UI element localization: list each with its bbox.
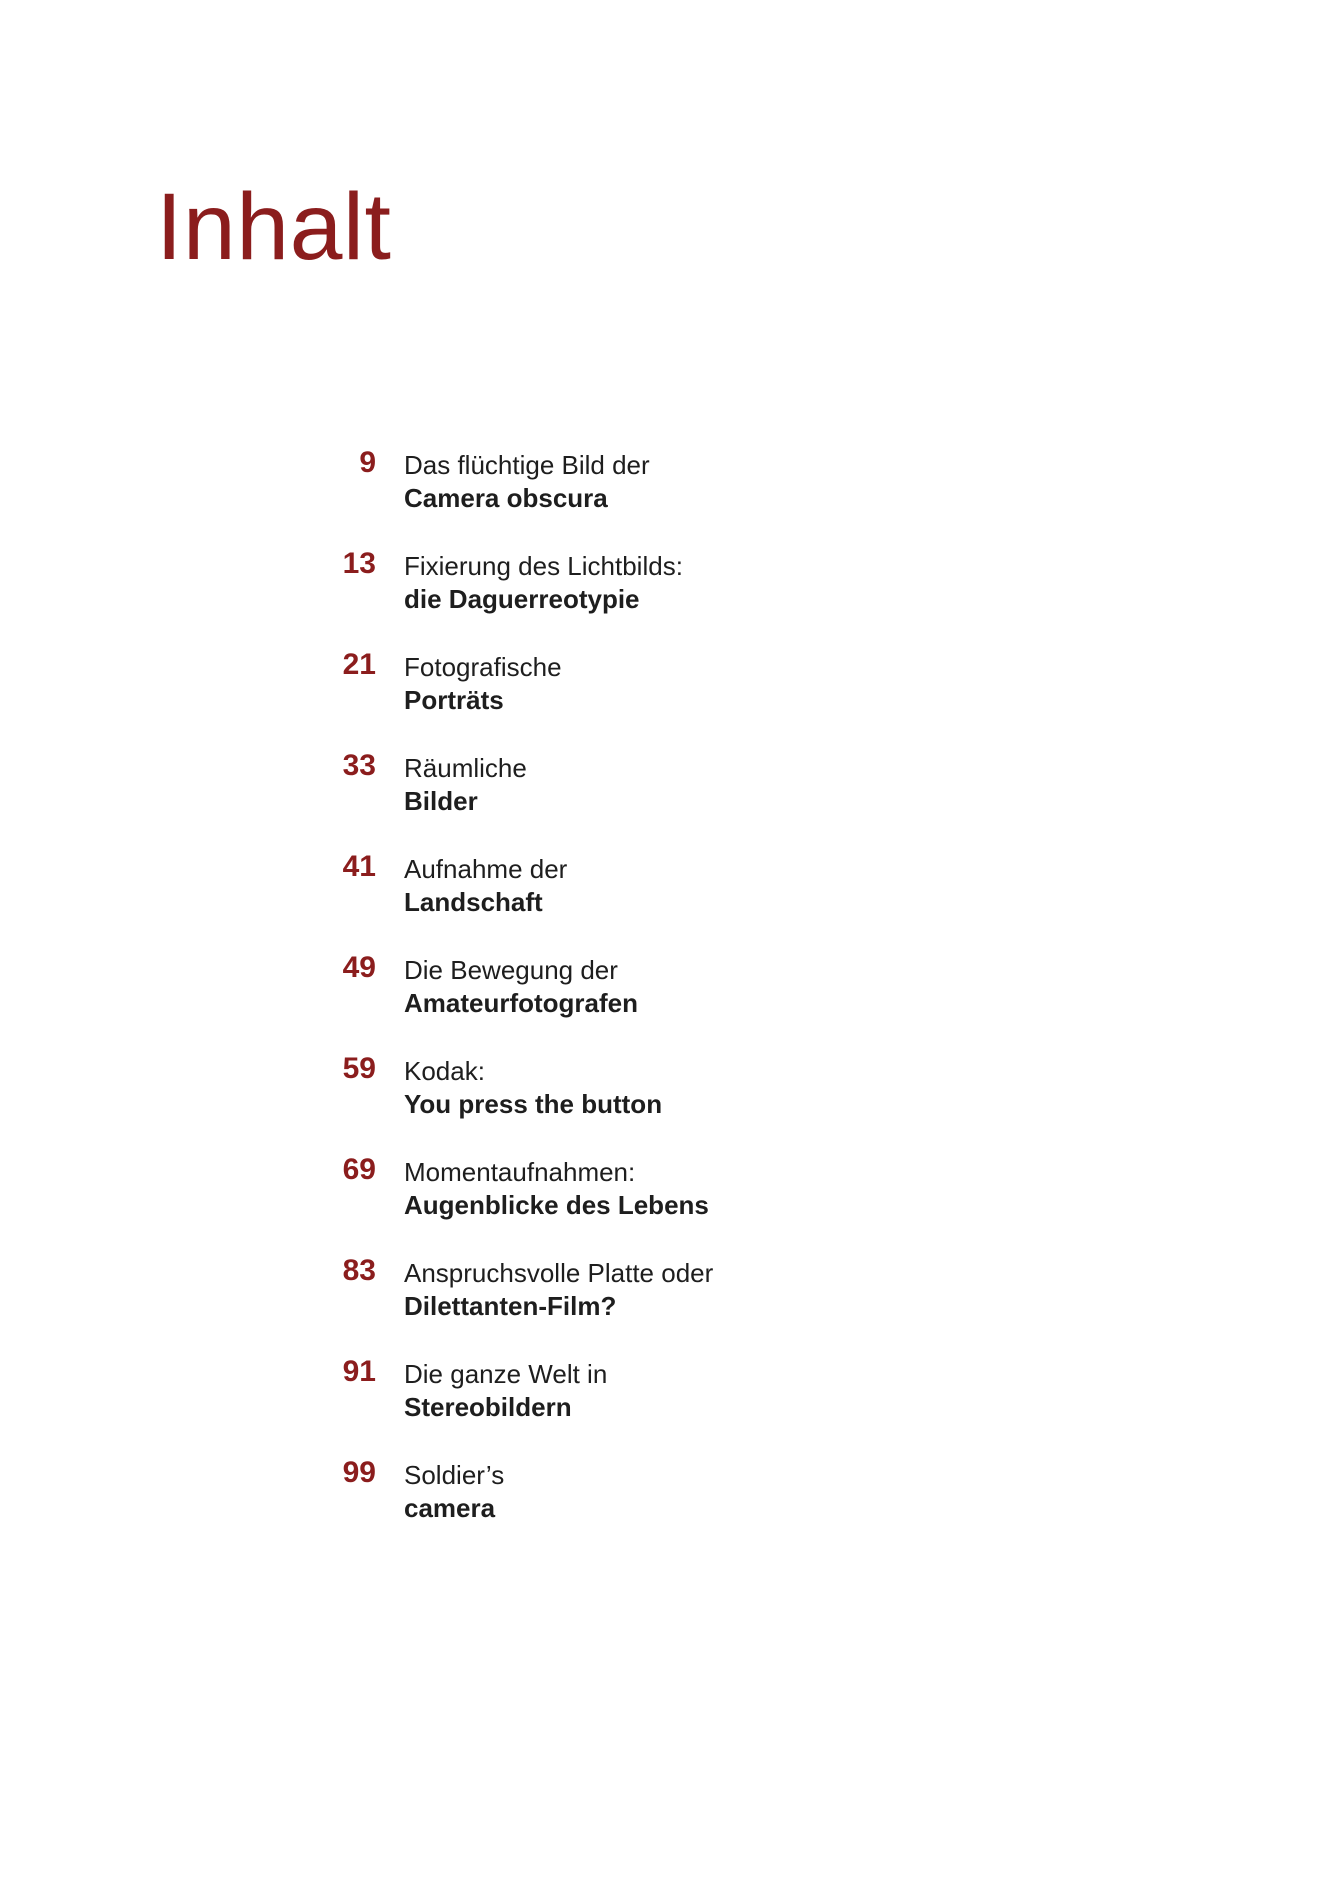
toc-entry-subtitle: Die Bewegung der bbox=[404, 955, 618, 985]
toc-entry-text bbox=[404, 550, 683, 616]
toc-entry-text bbox=[404, 954, 638, 1020]
toc-entry-text bbox=[404, 651, 562, 717]
toc-entry-subtitle: Momentaufnahmen: bbox=[404, 1157, 636, 1187]
page-title: Inhalt bbox=[156, 174, 392, 280]
toc-entry-title: Stereobildern bbox=[404, 1392, 572, 1422]
toc-entry[interactable] bbox=[300, 1356, 1000, 1457]
table-of-contents bbox=[300, 447, 1000, 1558]
toc-entry-subtitle: Das flüchtige Bild der bbox=[404, 450, 650, 480]
toc-page-number: 91 bbox=[342, 1355, 376, 1388]
toc-entry-title: Augenblicke des Lebens bbox=[404, 1190, 709, 1220]
toc-entry[interactable] bbox=[300, 649, 1000, 750]
toc-entry-title: Dilettanten-Film? bbox=[404, 1291, 617, 1321]
toc-page-number: 83 bbox=[342, 1254, 376, 1287]
toc-entry-subtitle: Fotografische bbox=[404, 652, 562, 682]
toc-entry-text bbox=[404, 1156, 709, 1222]
toc-entry-text bbox=[404, 1358, 607, 1424]
toc-entry-title: Landschaft bbox=[404, 887, 543, 917]
toc-entry-text bbox=[404, 1055, 662, 1121]
toc-entry-title: die Daguerreotypie bbox=[404, 584, 640, 614]
toc-entry-text bbox=[404, 1257, 713, 1323]
toc-page-number: 59 bbox=[342, 1052, 376, 1085]
toc-page-number: 21 bbox=[342, 648, 376, 681]
toc-entry-subtitle: Fixierung des Lichtbilds: bbox=[404, 551, 683, 581]
toc-entry-subtitle: Anspruchsvolle Platte oder bbox=[404, 1258, 714, 1288]
toc-entry[interactable] bbox=[300, 1255, 1000, 1356]
toc-entry-title: camera bbox=[404, 1493, 496, 1523]
toc-entry-title: Porträts bbox=[404, 685, 504, 715]
toc-page-number: 69 bbox=[342, 1153, 376, 1186]
toc-entry-subtitle: Kodak: bbox=[404, 1056, 485, 1086]
toc-entry-text bbox=[404, 853, 567, 919]
toc-page-number: 49 bbox=[342, 951, 376, 984]
toc-entry[interactable] bbox=[300, 548, 1000, 649]
toc-entry[interactable] bbox=[300, 1457, 1000, 1558]
toc-entry[interactable] bbox=[300, 1154, 1000, 1255]
toc-entry[interactable] bbox=[300, 952, 1000, 1053]
toc-entry-title: Bilder bbox=[404, 786, 478, 816]
toc-entry-title: You press the button bbox=[404, 1089, 663, 1119]
toc-entry[interactable] bbox=[300, 750, 1000, 851]
toc-page-number: 9 bbox=[359, 446, 376, 479]
toc-entry[interactable] bbox=[300, 1053, 1000, 1154]
toc-entry-title: Camera obscura bbox=[404, 483, 608, 513]
toc-entry-text bbox=[404, 449, 650, 515]
toc-entry-title: Amateurfotografen bbox=[404, 988, 639, 1018]
toc-page-number: 41 bbox=[342, 850, 376, 883]
toc-entry-text bbox=[404, 752, 527, 818]
toc-entry-subtitle: Räumliche bbox=[404, 753, 527, 783]
toc-page-number: 99 bbox=[342, 1456, 376, 1489]
toc-entry-subtitle: Die ganze Welt in bbox=[404, 1359, 608, 1389]
toc-entry[interactable] bbox=[300, 447, 1000, 548]
toc-entry-text bbox=[404, 1459, 504, 1525]
toc-page-number: 33 bbox=[342, 749, 376, 782]
toc-entry-subtitle: Aufnahme der bbox=[404, 854, 568, 884]
toc-entry-subtitle: Soldier’s bbox=[404, 1460, 505, 1490]
toc-page-number: 13 bbox=[342, 547, 376, 580]
toc-entry[interactable] bbox=[300, 851, 1000, 952]
